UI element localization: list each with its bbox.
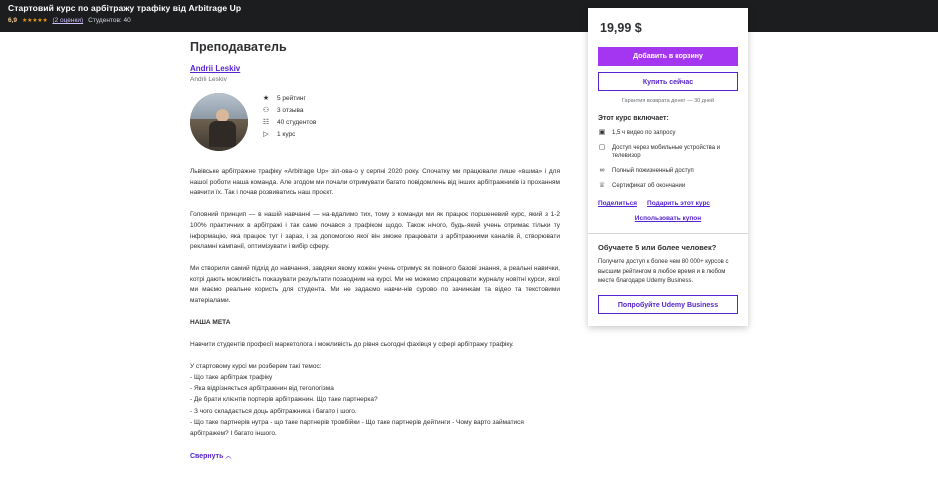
add-to-cart-button[interactable]: Добавить в корзину <box>598 47 738 66</box>
page-title: Преподаватель <box>190 40 287 54</box>
includes-title: Этот курс включает: <box>598 115 669 122</box>
rating-value: 6,9 <box>8 17 18 24</box>
goal-title: НАША МЕТА <box>190 318 231 326</box>
instructor-stat-students <box>262 119 316 126</box>
star-icon: ★ <box>262 95 270 102</box>
ratings-count-link[interactable]: (2 оценки) <box>52 17 84 24</box>
avatar <box>190 93 248 151</box>
buy-now-button[interactable]: Купить сейчас <box>598 72 738 91</box>
instructor-bio-paragraph-2: Головний принцип — в нашій навчанні — на-вдалимо тих, тому з команди ми як працює поршеневий курс, який з 1-2 100% практичних в арбітражі і так саме почався з трафіком щодо. Також нічого, будь-який учень отримає тільки ту інформацію, яка працює тут і зараз, і за допомогою якої він зможе працювати з арбітражними каналів й, створювати рекламні кампанії, оптимізувати і вибір сферу. <box>190 211 560 251</box>
instructor-stat-rating <box>262 95 316 102</box>
video-icon: ▣ <box>598 129 606 136</box>
list-item: - Що таке партнерів нутра - що таке партнерів тровбійки - Що таке партнерів дейтинги - Чому варто займатися арбітражем? І багато іншого. <box>190 418 524 437</box>
purchase-card <box>588 8 748 326</box>
instructor-stats <box>262 93 316 143</box>
list-item: - З чого складається доць арбітражника і багато і шого. <box>190 407 357 415</box>
collapse-label: Свернуть <box>190 452 224 460</box>
try-udemy-business-button[interactable]: Попробуйте Udemy Business <box>598 295 738 314</box>
instructor-stat-reviews <box>262 107 316 114</box>
course-price: 19,99 $ <box>600 21 642 35</box>
instructor-section <box>190 40 560 460</box>
students-count: Студентов: 40 <box>88 17 131 24</box>
list-item: - Яка відрізняється арбітражнин від тегологізма <box>190 385 334 393</box>
include-label: Сертификат об окончании <box>612 182 686 189</box>
gift-course-link[interactable]: Подарить этот курс <box>647 200 711 208</box>
divider <box>588 233 748 234</box>
include-label: Доступ через мобильные устройства и телевизор <box>612 144 721 160</box>
list-item: - Де брати клієнтів портерів арбітражнин. Що таке партнерка? <box>190 396 378 404</box>
collapse-toggle[interactable] <box>190 451 560 460</box>
include-item-certificate <box>598 182 738 191</box>
apply-coupon-link[interactable]: Использовать купон <box>634 215 702 223</box>
goal-text: Навчити студентів професії маркетолога і можливість до рівня сьогодні фахівця у сфері арбітражу трафіку. <box>190 340 514 348</box>
star-rating-icon: ★★★★★ <box>22 18 48 24</box>
mobile-icon: ▢ <box>598 143 606 151</box>
instructor-stat-label: 1 курс <box>277 131 296 138</box>
course-header-bar <box>0 0 938 32</box>
instructor-stat-label: 3 отзыва <box>277 107 304 114</box>
include-item-mobile <box>598 144 738 161</box>
list-item: - Що таке арбітраж трафіку <box>190 374 273 382</box>
business-title: Обучаете 5 или более человек? <box>598 243 717 253</box>
avatar-photo-body <box>209 121 236 147</box>
include-label: Полный пожизненный доступ <box>612 168 694 175</box>
share-link[interactable]: Поделиться <box>598 200 638 208</box>
instructor-subtitle: Andrii Leskiv <box>190 76 227 83</box>
instructor-stat-courses <box>262 131 316 138</box>
play-icon: ▷ <box>263 131 269 138</box>
infinity-icon: ∞ <box>599 167 605 175</box>
include-item-video <box>598 129 738 138</box>
money-back-guarantee: Гарантия возврата денег — 30 дней <box>621 98 715 104</box>
instructor-bio-paragraph-1: Львівське арбітражне трафіку «Arbitrage Up» зіл-ова-о у серпні 2020 року. Спочатку ми працювали лише «вшма» і для нашої роботи наша команда. Але згодом ми почали отримувати багато повідомлень від інших арбітражників із проханням навчити їх. Так і почав розвиватись наш проєкт. <box>190 168 560 197</box>
card-actions-row <box>598 200 738 207</box>
course-title: Стартовий курс по арбітражу трафіку від Arbitrage Up <box>8 3 242 13</box>
business-text: Получите доступ к более чем 80 000+ курсов с высшим рейтингом в любое время и в любом месте благодаря Udemy Business. <box>598 259 729 285</box>
instructor-profile <box>190 93 560 151</box>
instructor-stat-label: 5 рейтинг <box>277 95 306 102</box>
users-icon: ☷ <box>262 119 270 126</box>
medal-icon: ⚇ <box>262 107 270 114</box>
topics-intro: У стартовому курсі ми розберем такі темос: <box>190 363 322 371</box>
instructor-name-link[interactable]: Andrii Leskiv <box>190 64 241 73</box>
instructor-bio-paragraph-3: Ми створили самий підхід до навчання, завдяки якому кожен учень отримує як повного базові знання, а реальні навички, котрі дають можливість показувати результати позаодним на курсі. Ми не можемо спрацювати журналу новітні курси, якої ми маємо реальне користь для студента. Ми не задаємо навчи-нів сурово по зачинкам та відео та текстовими матеріалами. <box>190 265 560 305</box>
chevron-up-icon: ︿ <box>225 453 232 460</box>
include-label: 1,5 ч видео по запросу <box>612 130 676 136</box>
course-meta-row <box>8 17 131 24</box>
include-item-lifetime <box>598 167 738 176</box>
certificate-icon: ♕ <box>598 181 606 189</box>
instructor-stat-label: 40 студентов <box>277 119 317 126</box>
